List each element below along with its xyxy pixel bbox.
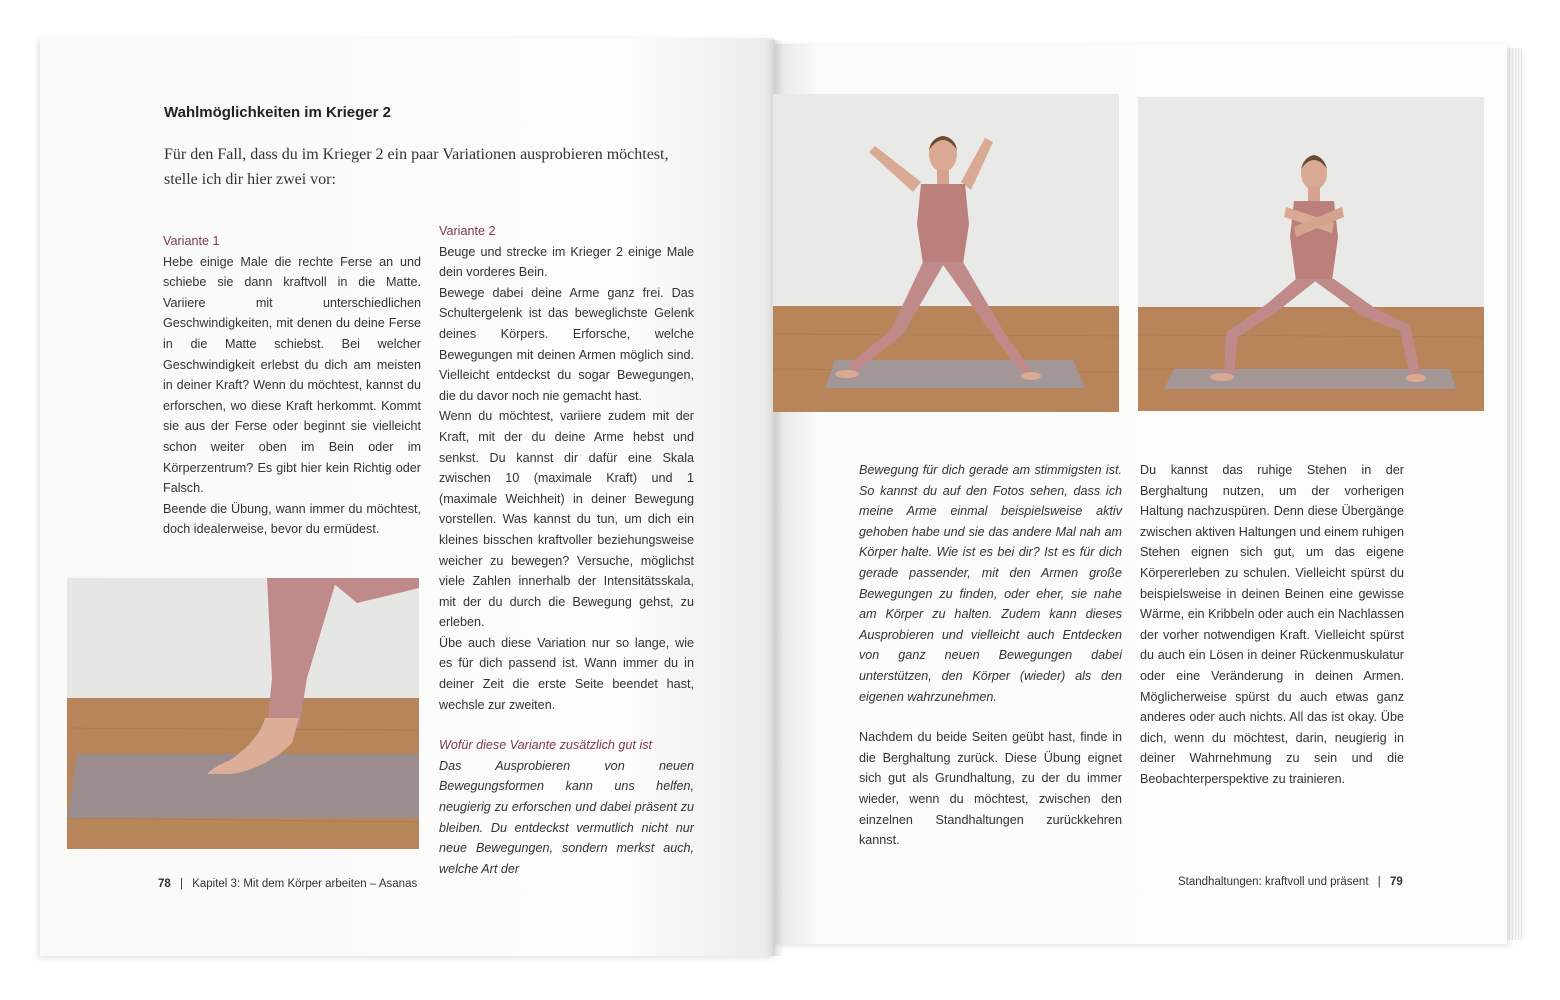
variant2-title: Variante 2 <box>439 224 496 238</box>
star-pose-photo <box>773 94 1119 412</box>
benefit-title: Wofür diese Variante zusätzlich gut ist <box>439 738 653 753</box>
right-column-1 <box>859 460 1122 851</box>
footer-separator: | <box>180 878 183 890</box>
left-page-number: 78 <box>158 878 171 890</box>
right-footer <box>1178 876 1403 888</box>
intro-paragraph: Für den Fall, dass du im Krieger 2 ein paar Variationen ausprobieren möchtest, stelle ich dir hier zwei vor: <box>164 146 669 188</box>
right-page-number: 79 <box>1389 876 1403 888</box>
foot-photo <box>67 578 419 849</box>
footer-separator: | <box>1377 876 1381 888</box>
continuation-italic: Bewegung für dich gerade am stimmigsten ist. So kannst du auf den Fotos sehen, dass ich meine Arme einmal beispielsweise aktiv gehoben habe und sie das andere Mal nah am Körper halte. Wie ist es bei dir? Ist es für dich gerade passender, mit den Armen große Bewegungen zu finden, oder eher, sie nahe am Körper zu halten. Zudem kann dieses Ausprobieren und vielleicht auch Entdecken von ganz neuen Bewegungen dabei unterstützen, den Körper (wieder) als den eigenen wahrzunehmen. <box>859 463 1122 704</box>
variant2-paragraph: Wenn du möchtest, variiere zudem mit der Kraft, mit der du deine Arme hebst und senkst. Du kannst dir dafür eine Skala zwischen 10 (maximale Kraft) und 1 (maximale Weichheit) in deiner Bewegung vorstellen. Was kannst du tun, um dich ein kleines bisschen kraftvoller beziehungsweise weicher zu bewegen? Versuche, möglichst viele Zahlen innerhalb der Intensitätsskala, mit der du durch die Bewegung gehst, zu erleben. <box>439 409 694 630</box>
variant2-paragraph: Beuge und strecke im Krieger 2 einige Male dein vorderes Bein. <box>439 244 694 280</box>
variant2-column <box>439 221 694 879</box>
left-footer <box>158 878 417 890</box>
right-column-2 <box>1140 460 1404 790</box>
section-title: Standhaltungen: kraftvoll und präsent <box>1178 876 1369 888</box>
variant1-title: Variante 1 <box>163 234 220 248</box>
variant1-paragraph: Beende die Übung, wann immer du möchtest, doch idealerweise, bevor du ermüdest. <box>163 501 421 537</box>
benefit-text: Das Ausprobieren von neuen Bewegungsformen kann uns helfen, neugierig zu erforschen und dabei präsent zu bleiben. Du entdeckst vermutlich nicht nur neue Bewegungen, sondern merkst auch, welche Art der <box>439 758 694 876</box>
variant1-column <box>163 231 421 540</box>
variant1-paragraph: Hebe einige Male die rechte Ferse an und schiebe sie dann kraftvoll in die Matte. Variiere mit unterschiedlichen Geschwindigkeiten, mit denen du deine Ferse in die Matte schiebst. Bei welcher Geschwindigkeit erlebst du dich am meisten in deiner Kraft? Wenn du möchtest, kannst du erforschen, wo diese Kraft herkommt. Kommt sie aus der Ferse oder beginnt sie vielleicht schon weiter oben im Bein oder im Körperzentrum? Es gibt hier kein Richtig oder Falsch. <box>163 254 421 496</box>
variant2-paragraph: Bewege dabei deine Arme ganz frei. Das Schultergelenk ist das beweglichste Gelenk deines Körpers. Erforsche, welche Bewegungen mit deinen Armen möglich sind. Vielleicht entdeckst du sogar Bewegungen, die du davor noch nie gemacht hast. <box>439 285 694 403</box>
page-heading: Wahlmöglichkeiten im Krieger 2 <box>164 104 391 121</box>
chapter-title: Kapitel 3: Mit dem Körper arbeiten – Asanas <box>192 878 418 890</box>
berghaltung-paragraph: Nachdem du beide Seiten geübt hast, finde in die Berghaltung zurück. Diese Übung eignet sich gut als Grundhaltung, zu der du immer wieder, wenn du möchtest, zwischen den einzelnen Standhaltungen zurückkehren kannst. <box>859 730 1122 848</box>
crossed-arms-pose-photo <box>1138 97 1484 411</box>
observation-paragraph: Du kannst das ruhige Stehen in der Berghaltung nutzen, um der vorherigen Haltung nachzuspüren. Denn diese Übergänge zwischen aktiven Haltungen und einem ruhigen Stehen eignen sich gut, um das eigene Körpererleben zu schulen. Vielleicht spürst du beispielsweise in deinen Beinen eine gewisse Wärme, ein Kribbeln oder auch ein Nachlassen der vorher notwendigen Kraft. Vielleicht spürst du auch ein Lösen in deiner Rückenmuskulatur oder eine Veränderung in deinen Armen. Möglicherweise spürst du auch etwas ganz anderes oder auch nichts. All das ist okay. Übe dich, wenn du möchtest, darin, neugierig in deiner Wahrnehmung zu sein und die Beobachterperspektive zu trainieren. <box>1140 463 1404 786</box>
variant2-paragraph: Übe auch diese Variation nur so lange, wie es für dich passend ist. Wann immer du in deiner Zeit die erste Seite beendet hast, wechsle zur zweiten. <box>439 635 694 712</box>
